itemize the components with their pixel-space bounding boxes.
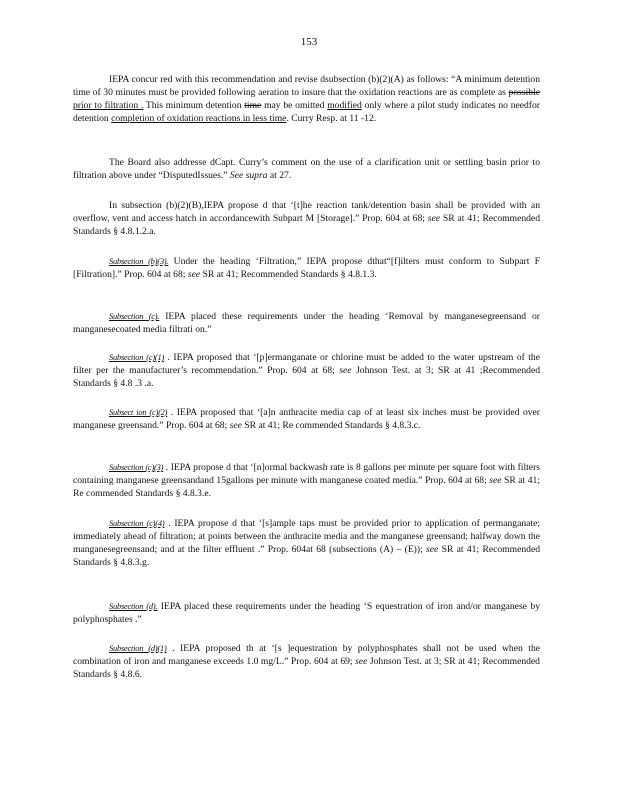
subsection-heading: Subsection (d)(1) bbox=[109, 644, 167, 653]
citation-signal: see bbox=[426, 543, 439, 555]
paragraph-text: The Board also addresse dCapt. Curry’s comment on the use of a clarification unit or settling basin prior to filtration above under “DisputedIssues.” bbox=[73, 157, 540, 181]
paragraph-text: SR at 41; Re commended Standards § 4.8.3.c. bbox=[241, 419, 421, 431]
paragraph-text: only where a pilot study indicates no needfor detention bbox=[73, 99, 540, 124]
subsection-heading: Subsection (c)(1) bbox=[109, 353, 165, 362]
citation-signal: see bbox=[489, 474, 502, 486]
paragraph-text: SR at 41; Recommended Standards § 4.8.1.2.a. bbox=[73, 212, 540, 237]
paragraph-text: Johnson Test. at 3; SR at 41; Recommended Standards § 4.8.6. bbox=[73, 655, 540, 680]
paragraph-text: This minimum detention bbox=[143, 99, 245, 111]
paragraph-text: SR at 41; Re commended Standards § 4.8.3.e. bbox=[73, 474, 540, 499]
paragraph-text: IEPA placed these requirements under the heading ‘S equestration of iron and/or manganese by polyphosphates .” bbox=[73, 601, 540, 625]
subsection-heading: Subsection (c)(4) bbox=[109, 519, 165, 528]
subsection-heading: Subsection (c)(3) bbox=[109, 463, 164, 472]
citation-signal: see bbox=[355, 655, 368, 667]
paragraph-text: Johnson Test. at 3; SR at 41 ;Recommended Standards § 4.8 .3 .a. bbox=[73, 364, 541, 389]
paragraph-subsection-b2b bbox=[73, 200, 540, 239]
paragraph-text: In subsection (b)(2)(B),IEPA propose d that ‘[t]he reaction tank/detention basin shall be provided with an overflow, vent and access hatch in accordancewith Subpart M [Storage].” Prop. 604 at 68; bbox=[73, 200, 540, 224]
paragraph-text: IEPA concur red with this recommendation and revise dsubsection (b)(2)(A) as follows: “A minimum detention time of 30 minutes must be provided following aeration to insure that the oxidation reactions are as complete as bbox=[73, 74, 540, 98]
paragraph-subsection-c3 bbox=[73, 462, 540, 501]
paragraph-subsection-c bbox=[73, 311, 540, 337]
paragraph-text: . IEPA proposed that ‘[p]ermanganate or chlorine must be added to the water upstream of the filter per the manufacturer’s recommendation.” Prop. 604 at 68; bbox=[73, 352, 540, 376]
paragraph-text: may be omitted bbox=[261, 99, 328, 111]
paragraph-subsection-b3 bbox=[73, 256, 540, 282]
subsection-heading: Subsect ion (c)(2) bbox=[109, 408, 168, 417]
paragraph-subsection-c4 bbox=[73, 518, 540, 570]
citation-signal: see bbox=[229, 419, 242, 431]
paragraph-text: SR at 41; Recommended Standards § 4.8.3.g. bbox=[73, 543, 540, 568]
paragraph-iepa-concurred bbox=[73, 74, 540, 126]
citation-signal: See supra bbox=[229, 169, 268, 181]
citation-signal: see bbox=[339, 364, 352, 376]
paragraph-text: SR at 41; Recommended Standards § 4.8.1.3. bbox=[200, 268, 377, 280]
paragraph-text: IEPA placed these requirements under the heading ‘Removal by manganesegreensand or manganesecoated media filtrati on.” bbox=[73, 311, 540, 335]
subsection-heading: Subsection (b)(3). bbox=[109, 257, 169, 266]
paragraph-text: . IEPA proposed th at ‘[s ]equestration by polyphosphates shall not be used when the combination of iron and manganese exceeds 1.0 mg/L.” Prop. 604 at 69; bbox=[73, 643, 540, 667]
inserted-text: completion of oxidation reactions in less time bbox=[111, 112, 287, 124]
inserted-text: prior to filtration . bbox=[73, 99, 144, 111]
paragraph-subsection-c1 bbox=[73, 352, 540, 391]
paragraph-text: . IEPA propose d that ‘[s]ample taps must be provided prior to application of permanganate; immediately ahead of filtration; at points between the anthracite media and the manganese greensand; halfway down the manganesegreensand; and at the filter effluent .” Prop. 604at 68 (subsections (A) – (E)); bbox=[73, 518, 541, 555]
paragraph-subsection-d1 bbox=[73, 643, 540, 682]
deleted-text: possible bbox=[508, 86, 540, 98]
page-number: 153 bbox=[300, 36, 318, 48]
paragraph-text: Under the heading ‘Filtration,” IEPA propose dthat“[f]ilters must conform to Subpart F [Filtration].” Prop. 604 at 68; bbox=[73, 256, 541, 280]
paragraph-text: . IEPA propose d that ‘[n]ormal backwash rate is 8 gallons per minute per square foot with filters containing manganese greensandand 15gallons per minute with manganese coated media.” Prop. 604 at 68; bbox=[73, 462, 540, 486]
subsection-heading: Subsection (d). bbox=[109, 602, 158, 611]
paragraph-text: . IEPA proposed that ‘[a]n anthracite media cap of at least six inches must be provided over manganese greensand.” Prop. 604 at 68; bbox=[73, 407, 540, 431]
paragraph-board-addresses bbox=[73, 157, 540, 183]
citation-signal: see bbox=[427, 212, 441, 224]
paragraph-text: . Curry Resp. at 11 -12. bbox=[286, 112, 377, 124]
deleted-text: time bbox=[244, 99, 262, 111]
paragraph-text: at 27. bbox=[267, 169, 292, 181]
inserted-text: modified bbox=[327, 99, 362, 111]
paragraph-subsection-c2 bbox=[73, 407, 540, 433]
paragraph-subsection-d bbox=[73, 601, 540, 627]
subsection-heading: Subsection (c). bbox=[109, 312, 160, 321]
citation-signal: see bbox=[187, 268, 201, 280]
